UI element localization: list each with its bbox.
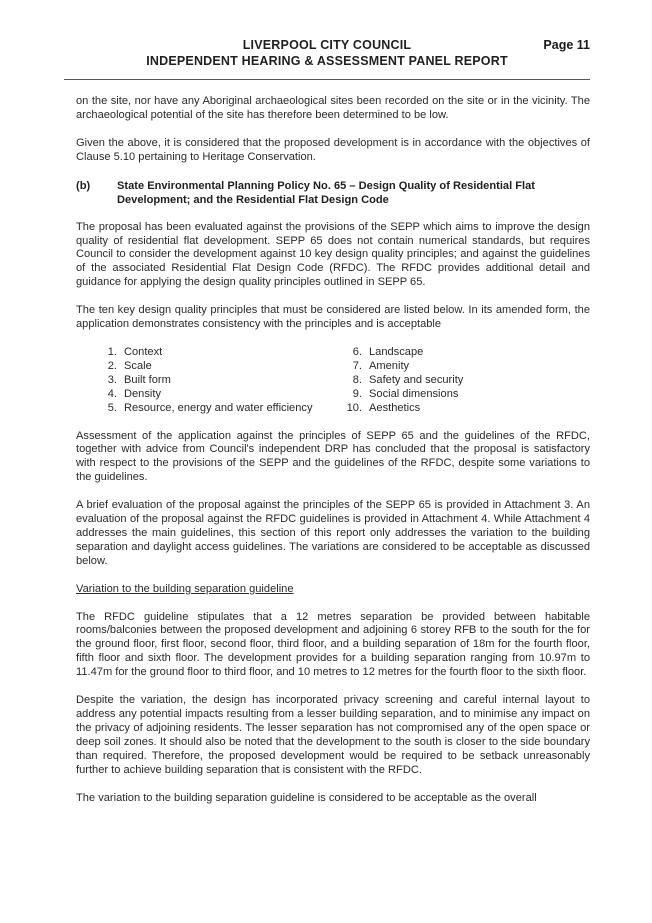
page-header bbox=[64, 37, 590, 75]
header-council-name: LIVERPOOL CITY COUNCIL bbox=[242, 38, 412, 52]
list-item bbox=[345, 360, 590, 374]
list-item bbox=[345, 388, 590, 402]
list-item bbox=[345, 346, 590, 360]
section-title: State Environmental Planning Policy No. 65 – Design Quality of Residential Flat Development; and the Residential Flat Design Code bbox=[117, 179, 535, 206]
list-item-text: Safety and security bbox=[369, 373, 464, 386]
list-item bbox=[345, 374, 590, 388]
list-item bbox=[100, 374, 345, 388]
list-item-text: Context bbox=[124, 345, 163, 358]
list-item bbox=[100, 346, 345, 360]
list-item bbox=[100, 360, 345, 374]
list-item-number: 2. bbox=[107, 359, 117, 372]
list-item-number: 4. bbox=[107, 387, 117, 400]
list-item-text: Social dimensions bbox=[369, 387, 459, 400]
list-item-number: 9. bbox=[352, 387, 362, 400]
paragraph-ten-principles: The ten key design quality principles that must be considered are listed below. In its amended form, the application demonstrates consistency with the principles and is acceptable bbox=[76, 304, 590, 331]
paragraph-variation-acceptable: The variation to the building separation guideline is considered to be acceptable as the overall bbox=[76, 791, 537, 804]
paragraph-rfdc-guideline: The RFDC guideline stipulates that a 12 metres separation be provided between habitable rooms/balconies between the proposed development and adjoining 6 storey RFB to the south for the for the ground floor, first floor, second floor, third floor, and a building separation of 18m for the fourth floor, fifth floor and sixth floor. The development provides for a building separation ranging from 10.97m to 11.47m for the ground floor to third floor, and 10 metres to 12 metres for the fourth floor to the sixth floor. bbox=[76, 610, 590, 679]
page-number: Page 11 bbox=[543, 38, 590, 52]
header-report-title: INDEPENDENT HEARING & ASSESSMENT PANEL REPORT bbox=[146, 54, 508, 68]
list-item-text: Scale bbox=[124, 359, 152, 372]
paragraph-aboriginal-sites: on the site, nor have any Aboriginal archaeological sites been recorded on the site or in the vicinity. The archaeological potential of the site has therefore been determined to be low. bbox=[76, 95, 590, 121]
principles-list bbox=[100, 346, 590, 416]
paragraph-despite-variation: Despite the variation, the design has incorporated privacy screening and careful internal layout to address any potential impacts resulting from a lesser building separation, and to minimise any impact on the privacy of adjoining residents. The lesser separation has not compromised any of the open space or deep soil zones. It should also be noted that the development to the south is closer to the side boundary than required. Therefore, the proposed development would be required to be setback unreasonably further to achieve building separation that is consistent with the RFDC. bbox=[76, 694, 590, 776]
list-item bbox=[100, 402, 345, 416]
section-heading-sepp65 bbox=[76, 179, 590, 207]
header-divider bbox=[64, 79, 590, 80]
paragraph-heritage-conclusion: Given the above, it is considered that the proposed development is in accordance with the objectives of Clause 5.10 pertaining to Heritage Conservation. bbox=[76, 136, 590, 163]
list-item-text: Resource, energy and water efficiency bbox=[124, 401, 313, 414]
section-label: (b) bbox=[76, 179, 91, 192]
list-item-text: Landscape bbox=[369, 345, 424, 358]
list-item bbox=[100, 388, 345, 402]
principles-column-left bbox=[100, 346, 345, 416]
list-item-text: Amenity bbox=[369, 359, 410, 372]
list-item-number: 3. bbox=[107, 373, 117, 386]
paragraph-sepp-evaluation: The proposal has been evaluated against the provisions of the SEPP which aims to improve the design quality of residential flat development. SEPP 65 does not contain numerical standards, but requires Council to consider the development against 10 key design quality principles; and against the guidelines of the associated Residential Flat Design Code (RFDC). The RFDC provides additional detail and guidance for applying the design quality principles outlined in SEPP 65. bbox=[76, 220, 590, 289]
list-item-number: 7. bbox=[352, 359, 362, 372]
list-item-text: Aesthetics bbox=[369, 401, 421, 414]
list-item-number: 8. bbox=[352, 373, 362, 386]
list-item-number: 5. bbox=[107, 401, 117, 414]
list-item-number: 1. bbox=[107, 345, 117, 358]
list-item bbox=[345, 402, 590, 416]
list-item-number: 10. bbox=[346, 401, 362, 414]
subheading-building-separation: Variation to the building separation guideline bbox=[76, 582, 294, 595]
list-item-text: Density bbox=[124, 387, 161, 400]
paragraph-brief-evaluation: A brief evaluation of the proposal against the principles of the SEPP 65 is provided in Attachment 3. An evaluation of the proposal against the RFDC guidelines is provided in Attachment 4. While Attachment 4 addresses the main guidelines, this section of this report only addresses the variation to the building separation and daylight access guidelines. The variations are considered to be acceptable as discussed below. bbox=[76, 499, 590, 567]
principles-column-right bbox=[345, 346, 590, 416]
paragraph-assessment-summary: Assessment of the application against the principles of SEPP 65 and the guidelines of the RFDC, together with advice from Council's independent DRP has concluded that the proposal is satisfactory with respect to the provisions of the SEPP and the guidelines of the RFDC, despite some variations to the guidelines. bbox=[76, 429, 590, 484]
report-body bbox=[76, 95, 590, 805]
list-item-text: Built form bbox=[124, 373, 171, 386]
list-item-number: 6. bbox=[352, 345, 362, 358]
